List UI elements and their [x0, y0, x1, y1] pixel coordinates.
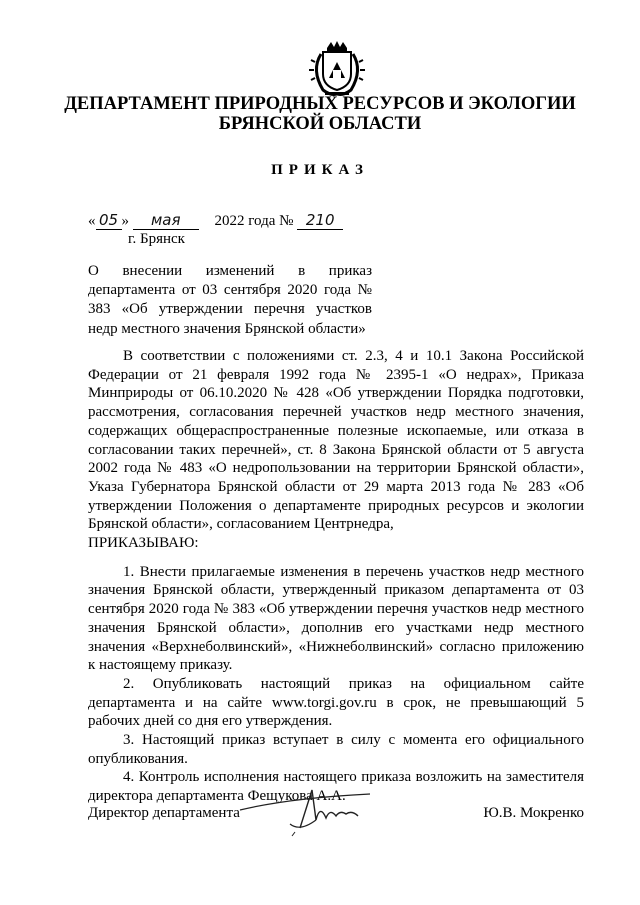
order-subject: О внесении изменений в приказ департамента от 03 сентября 2020 года № 383 «Об утверждении перечня участков недр местного значения Брянской области» [88, 263, 372, 337]
order-month: мая [133, 211, 199, 230]
department-title-line2: БРЯНСКОЙ ОБЛАСТИ [218, 114, 422, 134]
department-title [40, 94, 600, 134]
order-day: 05 [96, 211, 122, 230]
order-body [88, 347, 584, 806]
order-number: 210 [297, 211, 343, 230]
order-item-1: 1. Внести прилагаемые изменения в перечень участков недр местного значения Брянской области, утвержденный приказом департамента от 03 сентября 2020 года № 383 «Об утверждении перечня участков недр местного значения Брянской области», дополнив его участками недр местного значения «Верхнеболвинский», «Нижнеболвинский» согласно приложению к настоящему приказу. [88, 563, 584, 674]
coat-of-arms-icon [305, 40, 369, 98]
date-close-quote: » [121, 213, 129, 229]
order-item-3: 3. Настоящий приказ вступает в силу с момента его официального опубликования. [88, 732, 584, 767]
handwritten-signature [230, 780, 380, 840]
signer-position: Директор департамента [88, 805, 240, 821]
document-type-title: ПРИКАЗ [271, 162, 369, 178]
order-date-line [88, 211, 343, 230]
order-item-4: 4. Контроль исполнения настоящего приказа возложить на заместителя директора департамента Фещукова А.А. [88, 769, 584, 805]
order-command-word: ПРИКАЗЫВАЮ: [88, 535, 199, 552]
order-year-text: 2022 года № [214, 213, 294, 229]
order-preamble: В соответствии с положениями ст. 2.3, 4 и 10.1 Закона Российской Федерации от 21 февраля 1992 года № 2395-1 «О недрах», Приказа Минприроды от 06.10.2020 № 428 «Об утверждении Порядка подготовки, рассмотрения, согласования перечней участков недр местного значения, содержащих общераспространенные полезные ископаемые, или отказа в согласовании таких перечней», ст. 8 Закона Брянской области от 5 августа 2002 года № 483 «О недропользовании на территории Брянской области», Указа Губернатора Брянской области от 29 марта 2013 года № 283 «Об утверждении Положения о департаменте природных ресурсов и экологии Брянской области», согласованием Центрнедра, [88, 348, 584, 533]
date-open-quote: « [88, 213, 96, 229]
signer-name: Ю.В. Мокренко [483, 805, 584, 821]
department-title-line1: ДЕПАРТАМЕНТ ПРИРОДНЫХ РЕСУРСОВ И ЭКОЛОГИИ [64, 94, 576, 114]
order-item-2: 2. Опубликовать настоящий приказ на официальном сайте департамента и на сайте www.torgi.gov.ru в срок, не превышающий 5 рабочих дней со дня его утверждения. [88, 675, 584, 730]
order-city: г. Брянск [128, 231, 185, 247]
